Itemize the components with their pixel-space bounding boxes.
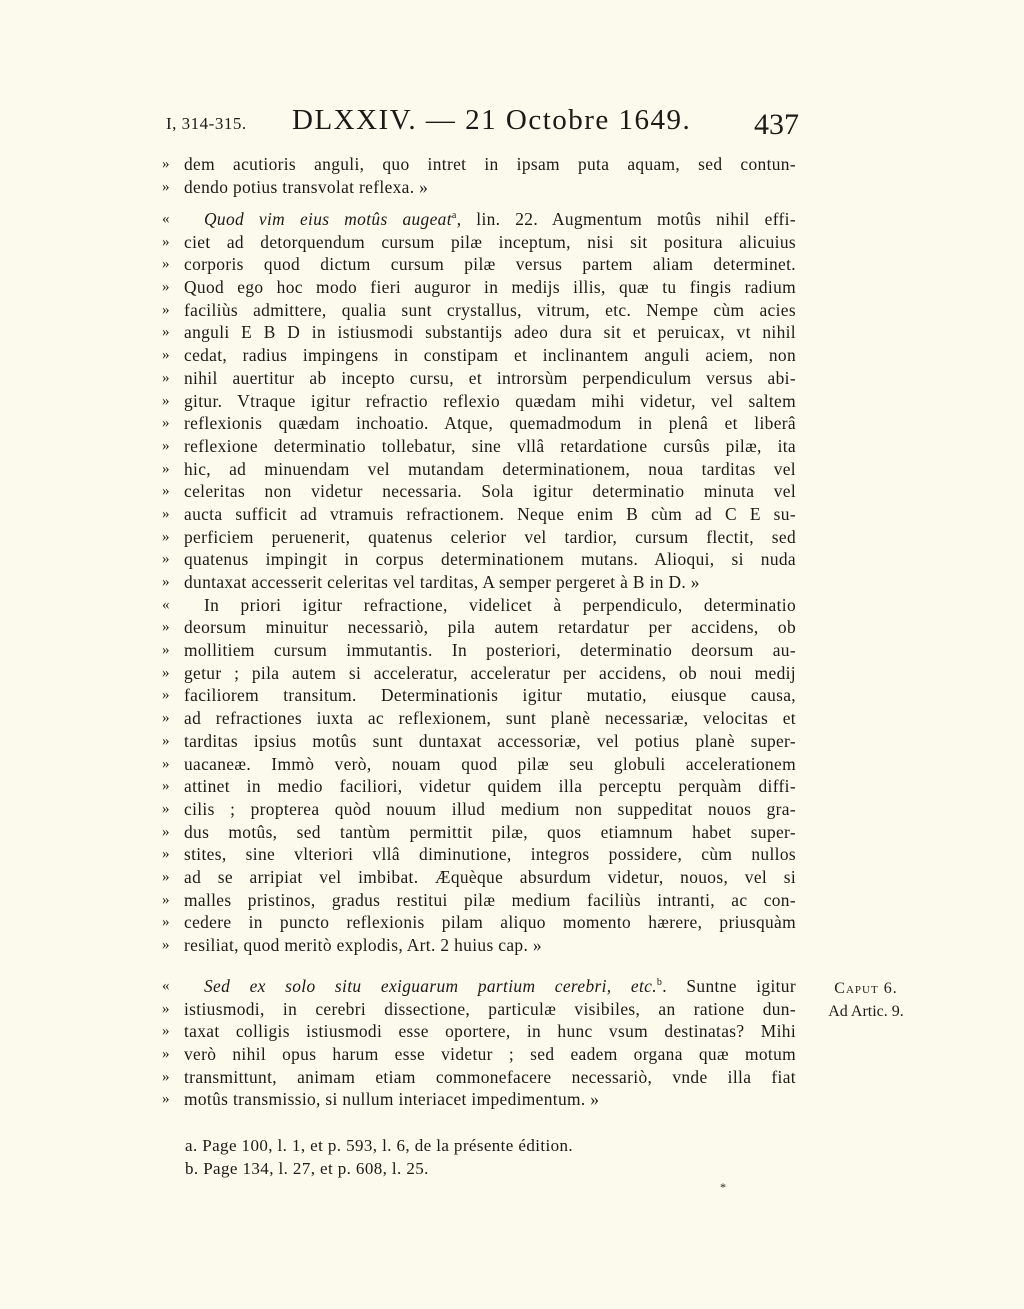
line-content: tarditas ipsius motûs sunt duntaxat accessoriæ, vel potius planè super-: [184, 730, 796, 751]
letter-title: DLXXIV. — 21 Octobre 1649.: [292, 104, 692, 136]
line-text: [184, 911, 796, 934]
line-text: [184, 1020, 796, 1043]
quote-mark: »: [162, 460, 170, 477]
line-text: [184, 480, 796, 503]
quote-mark: »: [162, 687, 170, 704]
page-number: 437: [754, 108, 799, 141]
line-content: Quod ego hoc modo fieri auguror in medijs illis, quæ tu fingis radium: [184, 277, 796, 298]
line-text: [204, 208, 796, 231]
line-text: [184, 299, 796, 322]
line-text: [184, 934, 796, 957]
line-content: aucta sufficit ad vtramuis refractionem. Neque enim B cùm ad C E su-: [184, 503, 796, 524]
quote-mark: »: [162, 1000, 170, 1017]
line-text: [184, 1043, 796, 1066]
line-content: attinet in medio faciliori, videtur quidem illa perceptu perquàm diffi-: [184, 776, 796, 797]
page-reference: I, 314-315.: [166, 114, 247, 133]
line-text: [184, 231, 796, 254]
quote-mark: »: [162, 551, 170, 568]
printer-mark: *: [720, 1180, 726, 1194]
line-content: istiusmodi, in cerebri dissectione, particulæ visibiles, an ratione dun-: [184, 998, 796, 1019]
line-content: ciet ad detorquendum cursum pilæ inceptum, nisi sit positura alicuius: [184, 231, 796, 252]
footnotes: [185, 1134, 573, 1180]
line-content: hic, ad minuendam vel mutandam determinationem, noua tarditas vel: [184, 458, 796, 479]
quote-mark: »: [162, 505, 170, 522]
line-content: reflexionis quædam inchoatio. Atque, quemadmodum in plenâ et liberâ: [184, 413, 796, 434]
line-content: duntaxat accesserit celeritas vel tarditas, A semper pergeret à B in D. »: [184, 572, 700, 592]
quote-mark: »: [162, 914, 170, 931]
line-text: [184, 458, 796, 481]
quote-mark: »: [162, 1023, 170, 1040]
line-content: dus motûs, sed tantùm permittit pilæ, quos etiamnum habet super-: [184, 821, 796, 842]
line-text: [184, 639, 796, 662]
line-text: [184, 662, 796, 685]
line-content: cedere in puncto reflexionis pilam aliquo momento hærere, priusquàm: [184, 912, 796, 933]
line-content: mollitiem cursum immutantis. In posteriori, determinatio deorsum au-: [184, 640, 796, 661]
line-content: . Suntne igitur: [662, 976, 796, 996]
line-content: motûs transmissio, si nullum interiacet impedimentum. »: [184, 1089, 600, 1110]
line-content: anguli E B D in istiusmodi substantijs adeo dura sit et peruicax, vt nihil: [184, 322, 796, 343]
line-content: , lin. 22. Augmentum motûs nihil effi-: [456, 209, 796, 229]
quote-mark: »: [162, 392, 170, 409]
running-header: [0, 104, 1024, 148]
line-content: corporis quod dictum cursum pilæ versus partem aliam determinet.: [184, 254, 796, 275]
quote-mark: »: [162, 846, 170, 863]
quote-mark: »: [162, 279, 170, 296]
line-content: cilis ; propterea quòd nouum illud medium non suppeditat nouos gra-: [184, 798, 796, 819]
quote-mark: »: [162, 778, 170, 795]
line-text: [184, 503, 796, 526]
line-content: perficiem peruenerit, quatenus celerior vel tardior, cursum flectit, sed: [184, 526, 796, 547]
line-text: [184, 798, 796, 821]
line-content: celeritas non videtur necessaria. Sola igitur determinatio minuta vel: [184, 481, 796, 502]
line-text: [184, 176, 796, 199]
line-text: [184, 843, 796, 866]
quote-mark: »: [162, 1046, 170, 1063]
quote-mark: »: [162, 574, 170, 590]
footnote-ref: b: [656, 977, 663, 989]
quote-mark: «: [162, 978, 170, 994]
line-text: [184, 1088, 796, 1111]
quote-mark: »: [162, 732, 170, 749]
line-text: [184, 753, 796, 776]
quote-mark: »: [162, 256, 170, 273]
quote-mark: »: [162, 664, 170, 681]
line-content: verò nihil opus harum esse videtur ; sed eadem organa quæ motum: [184, 1044, 796, 1065]
quote-mark: »: [162, 233, 170, 250]
line-content: stites, sine vlteriori vllâ diminutione, integros possidere, cùm nullos: [184, 844, 796, 865]
line-content: ad se arripiat vel imbibat. Æquèque absurdum videtur, nouos, vel si: [184, 866, 796, 887]
footnote-b: b. Page 134, l. 27, et p. 608, l. 25.: [185, 1159, 429, 1178]
line-content: dendo potius transvolat reflexa. »: [184, 176, 429, 197]
line-content: ad refractiones iuxta ac reflexionem, sunt planè necessariæ, velocitas et: [184, 708, 796, 729]
quote-mark: »: [162, 437, 170, 454]
footnote-a: a. Page 100, l. 1, et p. 593, l. 6, de la présente édition.: [185, 1136, 574, 1155]
line-text: [184, 412, 796, 435]
line-text: [184, 889, 796, 912]
line-text: [184, 321, 796, 344]
quote-mark: »: [162, 937, 170, 953]
quote-mark: »: [162, 891, 170, 908]
line-text: [184, 276, 796, 299]
margin-note-caput: Caput 6.: [834, 980, 898, 997]
line-content: quatenus impingit in corpus determinationem mutans. Alioqui, si nuda: [184, 549, 796, 570]
quoted-phrase: Sed ex solo situ exiguarum partium cerebri, etc.: [204, 976, 657, 996]
line-text: [184, 253, 796, 276]
line-text: [184, 998, 796, 1021]
line-content: taxat colligis istiusmodi esse oportere, in hunc vsum destinatas? Mihi: [184, 1021, 796, 1042]
line-text: [184, 707, 796, 730]
line-text: [184, 548, 796, 571]
line-text: [184, 616, 796, 639]
quote-mark: »: [162, 415, 170, 432]
quote-mark: »: [162, 619, 170, 636]
line-text: [184, 775, 796, 798]
line-text: [184, 866, 796, 889]
line-text: [184, 435, 796, 458]
footnote-ref: a: [451, 210, 457, 222]
margin-note: [818, 978, 914, 1023]
quote-mark: »: [162, 483, 170, 500]
line-text: [204, 594, 796, 617]
line-content: reflexione determinatio tollebatur, sine vllâ retardatione cursûs pilæ, ita: [184, 435, 796, 456]
line-text: [184, 571, 796, 594]
line-content: faciliùs admittere, qualia sunt crystallus, vitrum, etc. Nempe cùm acies: [184, 299, 796, 320]
line-content: faciliorem transitum. Determinationis igitur mutatio, eiusque causa,: [184, 685, 796, 706]
quote-mark: »: [162, 528, 170, 545]
margin-note-artic: Ad Artic. 9.: [828, 1002, 904, 1020]
quote-mark: »: [162, 324, 170, 341]
quote-mark: »: [162, 1068, 170, 1085]
quote-mark: »: [162, 823, 170, 840]
line-text: [184, 684, 796, 707]
line-content: uacaneæ. Immò verò, nouam quod pilæ seu globuli accelerationem: [184, 753, 796, 774]
line-text: [184, 367, 796, 390]
quote-mark: «: [162, 596, 170, 613]
line-text: [204, 975, 796, 998]
quote-mark: »: [162, 178, 170, 195]
quote-mark: »: [162, 710, 170, 727]
line-content: getur ; pila autem si acceleratur, acceleratur per accidens, ob noui medij: [184, 662, 796, 683]
line-content: resiliat, quod meritò explodis, Art. 2 huius cap. »: [184, 935, 542, 955]
line-text: [184, 1066, 796, 1089]
line-content: transmittunt, animam etiam commonefacere necessariò, vnde illa fiat: [184, 1066, 796, 1087]
quote-mark: »: [162, 800, 170, 817]
line-text: [184, 153, 796, 176]
quote-mark: »: [162, 1091, 170, 1108]
quote-mark: »: [162, 301, 170, 318]
line-content: nihil auertitur ab incepto cursu, et introrsùm perpendiculum versus abi-: [184, 367, 796, 388]
quote-mark: »: [162, 156, 170, 172]
quoted-phrase: Quod vim eius motûs augeat: [204, 209, 452, 229]
quote-mark: «: [162, 211, 170, 227]
line-content: cedat, radius impingens in constipam et inclinantem anguli aciem, non: [184, 345, 796, 366]
quote-mark: »: [162, 868, 170, 885]
line-content: In priori igitur refractione, videlicet à perpendiculo, determinatio: [204, 594, 796, 615]
line-text: [184, 821, 796, 844]
quote-mark: »: [162, 347, 170, 364]
line-text: [184, 390, 796, 413]
line-text: [184, 730, 796, 753]
quote-mark: »: [162, 369, 170, 386]
line-content: deorsum minuitur necessariò, pila autem retardatur per accidens, ob: [184, 617, 796, 638]
quote-mark: »: [162, 755, 170, 772]
quote-mark: »: [162, 642, 170, 659]
line-text: [184, 344, 796, 367]
line-content: malles pristinos, gradus restitui pilæ medium faciliùs intranti, ac con-: [184, 889, 796, 910]
line-text: [184, 526, 796, 549]
line-content: gitur. Vtraque igitur refractio reflexio quædam mihi videtur, vel saltem: [184, 390, 796, 411]
line-content: dem acutioris anguli, quo intret in ipsam puta aquam, sed contun-: [184, 154, 796, 174]
